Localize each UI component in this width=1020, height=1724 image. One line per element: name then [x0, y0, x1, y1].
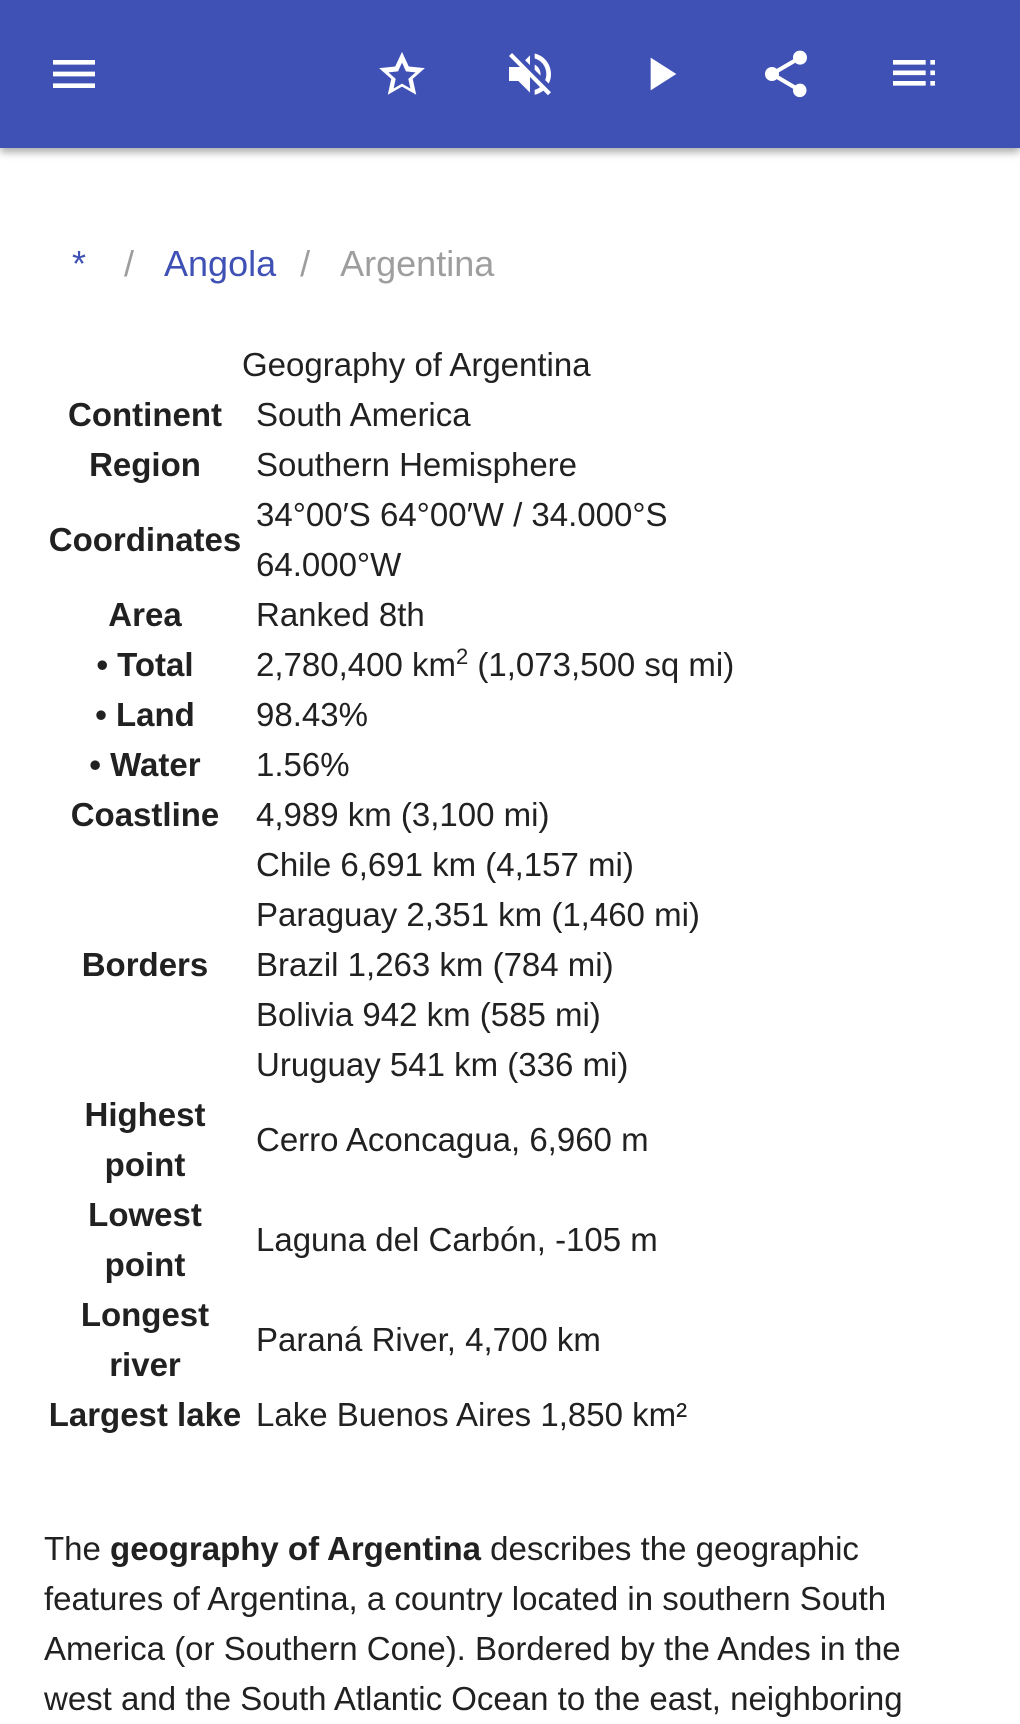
app-bar: [0, 0, 1020, 148]
coordinates-line: 64.000°W: [256, 546, 402, 583]
infobox-value: 1.56%: [256, 746, 350, 783]
infobox-row: [44, 840, 916, 1090]
coordinates-value[interactable]: [250, 490, 916, 590]
breadcrumb-separator: /: [300, 243, 311, 284]
infobox-label: [44, 1290, 250, 1390]
play-button[interactable]: [620, 34, 700, 114]
infobox-value: [250, 640, 916, 690]
infobox-label: [44, 1190, 250, 1290]
infobox-row: [44, 690, 916, 740]
label-line: river: [109, 1346, 181, 1383]
infobox-row: [44, 590, 916, 640]
total-area-conversion: (1,073,500 sq mi): [468, 646, 735, 683]
infobox-label: [44, 1090, 250, 1190]
intro-bold-term: geography of Argentina: [110, 1530, 482, 1567]
mute-button[interactable]: [490, 34, 570, 114]
infobox-label: Area: [108, 596, 182, 633]
infobox-value: Southern Hemisphere: [256, 446, 578, 483]
infobox-label: Continent: [68, 396, 222, 433]
geography-infobox: [44, 340, 916, 1440]
border-item: Uruguay 541 km (336 mi): [256, 1046, 629, 1083]
favorite-button[interactable]: [362, 34, 442, 114]
share-icon: [758, 46, 814, 102]
article-intro: [44, 1524, 944, 1724]
infobox-row: [44, 490, 916, 590]
infobox-value: 4,989 km (3,100 mi): [256, 796, 550, 833]
infobox-label: • Total: [96, 646, 194, 683]
breadcrumb-separator: /: [124, 243, 135, 284]
border-item: Chile 6,691 km (4,157 mi): [256, 846, 634, 883]
infobox-value: South America: [256, 396, 471, 433]
label-line: point: [104, 1246, 186, 1283]
infobox-label: Coordinates: [48, 521, 242, 558]
infobox-row: [44, 1290, 916, 1390]
label-line: Lowest: [88, 1196, 202, 1233]
intro-text: describes the geographic features of Argentina, a country located in southern South America (or Southern Cone). Bordered by the Andes in the west and the South Atlantic Ocean to the east, neighboring: [44, 1530, 903, 1717]
contents-button[interactable]: [874, 34, 954, 114]
infobox-label: Borders: [81, 946, 209, 983]
label-line: Highest: [84, 1096, 206, 1133]
total-area-value: 2,780,400 km: [256, 646, 456, 683]
border-item: Bolivia 942 km (585 mi): [256, 996, 601, 1033]
breadcrumb-current: Argentina: [340, 243, 495, 284]
superscript: 2: [455, 644, 469, 669]
infobox-value: Ranked 8th: [256, 596, 425, 633]
infobox-value: Cerro Aconcagua, 6,960 m: [256, 1121, 649, 1158]
infobox-label: • Land: [95, 696, 195, 733]
border-item: Brazil 1,263 km (784 mi): [256, 946, 614, 983]
breadcrumb-link-angola[interactable]: Angola: [164, 243, 277, 284]
infobox-value: Paraná River, 4,700 km: [256, 1321, 601, 1358]
infobox-row: [44, 1390, 916, 1440]
label-line: point: [104, 1146, 186, 1183]
infobox-label: Region: [89, 446, 201, 483]
infobox-row: [44, 390, 916, 440]
play-icon: [632, 46, 688, 102]
star-icon: [374, 46, 430, 102]
share-button[interactable]: [746, 34, 826, 114]
infobox-value: Laguna del Carbón, -105 m: [256, 1221, 658, 1258]
infobox-row: [44, 440, 916, 490]
infobox-caption: Geography of Argentina: [242, 346, 591, 383]
infobox-label: • Water: [89, 746, 201, 783]
menu-button[interactable]: [34, 34, 114, 114]
volume-off-icon: [502, 46, 558, 102]
label-line: Longest: [80, 1296, 210, 1333]
infobox-label: Coastline: [70, 796, 220, 833]
infobox-row: [44, 1190, 916, 1290]
infobox-row: [44, 740, 916, 790]
infobox-row: [44, 790, 916, 840]
border-item: Paraguay 2,351 km (1,460 mi): [256, 896, 700, 933]
infobox-label: Largest lake: [48, 1396, 242, 1433]
infobox-row: [44, 640, 916, 690]
playlist-icon: [886, 46, 942, 102]
intro-text: The: [44, 1530, 111, 1567]
breadcrumb-home-link[interactable]: *: [72, 243, 87, 284]
breadcrumb: [72, 238, 494, 290]
menu-icon: [46, 46, 102, 102]
infobox-row: [44, 1090, 916, 1190]
borders-value: [250, 840, 916, 1090]
coordinates-line: 34°00′S 64°00′W / 34.000°S: [256, 496, 668, 533]
infobox-value: Lake Buenos Aires 1,850 km²: [256, 1396, 688, 1433]
infobox-value: 98.43%: [256, 696, 368, 733]
